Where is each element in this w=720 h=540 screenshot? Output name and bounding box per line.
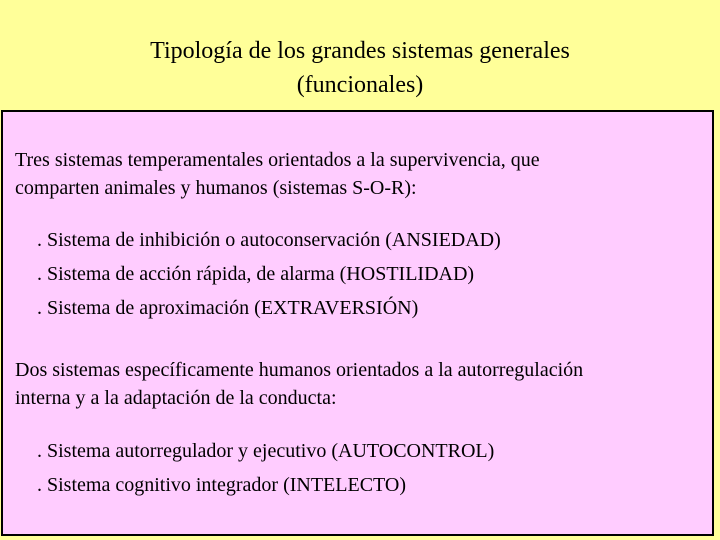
section2-list — [37, 434, 494, 502]
section2-intro-line-1: Dos sistemas específicamente humanos orientados a la autorregulación — [15, 359, 584, 381]
slide-title — [0, 34, 720, 102]
section2-intro — [15, 356, 583, 412]
list-item-hostilidad: . Sistema de acción rápida, de alarma (HOSTILIDAD) — [37, 263, 475, 285]
title-line-2: (funcionales) — [296, 72, 424, 98]
section1-list — [37, 223, 501, 325]
list-item-autocontrol: . Sistema autorregulador y ejecutivo (AUTOCONTROL) — [37, 440, 495, 462]
section1-intro-line-1: Tres sistemas temperamentales orientados a la supervivencia, que — [15, 149, 540, 171]
section1-intro-line-2: comparten animales y humanos (sistemas S-O-R): — [15, 177, 417, 199]
list-item-extraversion: . Sistema de aproximación (EXTRAVERSIÓN) — [37, 297, 419, 319]
list-item-intelecto: . Sistema cognitivo integrador (INTELECTO) — [37, 474, 406, 496]
list-item-ansiedad: . Sistema de inhibición o autoconservación (ANSIEDAD) — [37, 229, 501, 251]
section2-intro-line-2: interna y a la adaptación de la conducta: — [15, 387, 337, 409]
section1-intro — [15, 146, 540, 202]
title-line-1: Tipología de los grandes sistemas generales — [150, 38, 570, 64]
content-box — [1, 110, 714, 536]
